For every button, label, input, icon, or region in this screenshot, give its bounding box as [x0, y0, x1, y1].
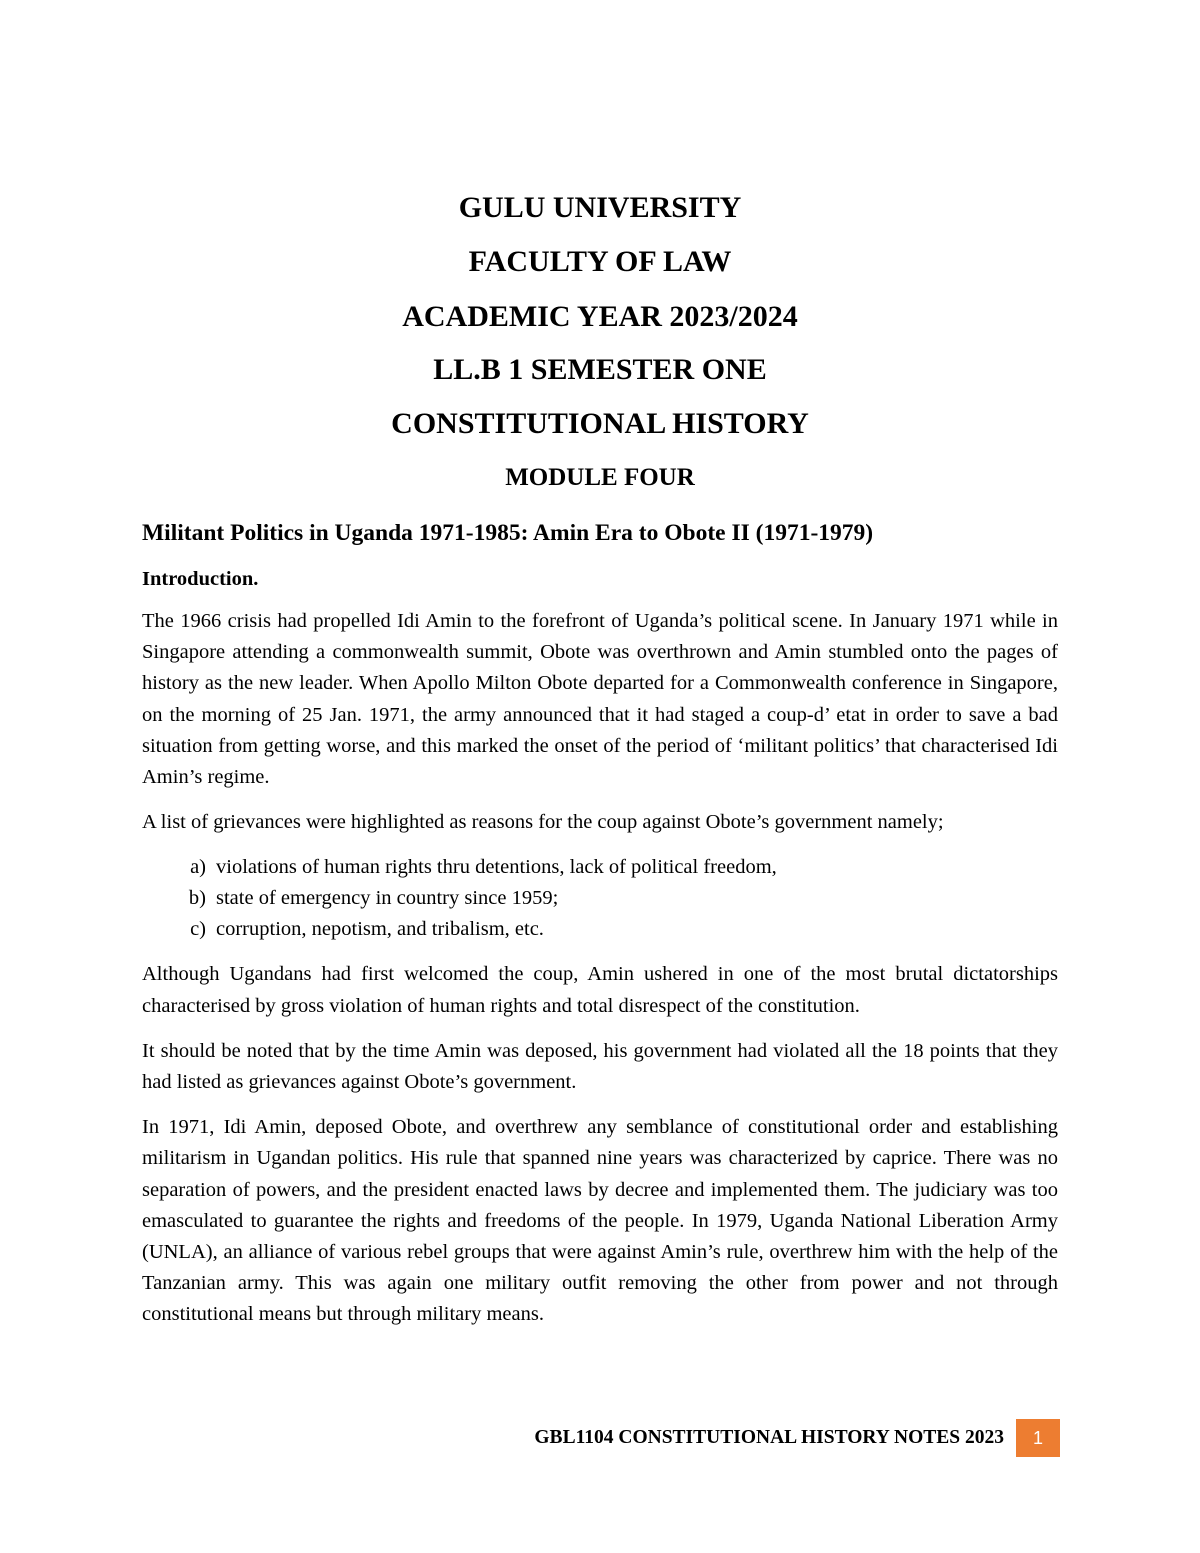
program-title: LL.B 1 SEMESTER ONE: [433, 353, 767, 386]
academic-year-title: ACADEMIC YEAR 2023/2024: [402, 300, 798, 333]
university-title: GULU UNIVERSITY: [458, 191, 742, 224]
list-item: [142, 883, 1058, 914]
course-title: CONSTITUTIONAL HISTORY: [391, 407, 809, 440]
body-text: [142, 606, 1058, 1331]
list-marker: a): [190, 856, 206, 879]
page-number-badge: 1: [1016, 1419, 1060, 1457]
list-item-text: violations of human rights thru detentions, lack of political freedom,: [216, 856, 777, 879]
introduction-heading: Introduction.: [142, 568, 259, 590]
list-marker: b): [188, 887, 206, 910]
faculty-title: FACULTY OF LAW: [468, 245, 732, 278]
footer-title: GBL1104 CONSTITUTIONAL HISTORY NOTES 2023: [534, 1427, 1004, 1448]
section-subtitle: Militant Politics in Uganda 1971-1985: Amin Era to Obote II (1971-1979): [142, 520, 874, 546]
paragraph-3: Although Ugandans had first welcomed the coup, Amin ushered in one of the most brutal dictatorships characterised by gross violation of human rights and total disrespect of the constitution.: [142, 963, 1058, 1017]
paragraph-5: In 1971, Idi Amin, deposed Obote, and overthrew any semblance of constitutional order and establishing militarism in Ugandan politics. His rule that spanned nine years was characterized by caprice. There was no separation of powers, and the president enacted laws by decree and implemented them. The judiciary was too emasculated to guarantee the rights and freedoms of the people. In 1979, Uganda National Liberation Army (UNLA), an alliance of various rebel groups that were against Amin’s rule, overthrew him with the help of the Tanzanian army. This was again one military outfit removing the other from power and not through constitutional means but through military means.: [142, 1116, 1058, 1326]
page-footer: [0, 1419, 1200, 1457]
list-item: [142, 914, 1058, 945]
list-item: [142, 852, 1058, 883]
list-item-text: corruption, nepotism, and tribalism, etc.: [216, 918, 544, 941]
paragraph-2: A list of grievances were highlighted as reasons for the coup against Obote’s government namely;: [142, 811, 944, 834]
list-item-text: state of emergency in country since 1959;: [216, 887, 559, 910]
grievance-list: [142, 852, 1058, 945]
module-title: MODULE FOUR: [505, 464, 695, 491]
paragraph-1: The 1966 crisis had propelled Idi Amin to the forefront of Uganda’s political scene. In January 1971 while in Singapore attending a commonwealth summit, Obote was overthrown and Amin stumbled onto the pages of history as the new leader. When Apollo Milton Obote departed for a Commonwealth conference in Singapore, on the morning of 25 Jan. 1971, the army announced that it had staged a coup-d’ etat in order to save a bad situation from getting worse, and this marked the onset of the period of ‘militant politics’ that characterised Idi Amin’s regime.: [142, 610, 1058, 789]
paragraph-4: It should be noted that by the time Amin was deposed, his government had violated all the 18 points that they had listed as grievances against Obote’s government.: [142, 1039, 1058, 1094]
list-marker: c): [190, 918, 206, 941]
